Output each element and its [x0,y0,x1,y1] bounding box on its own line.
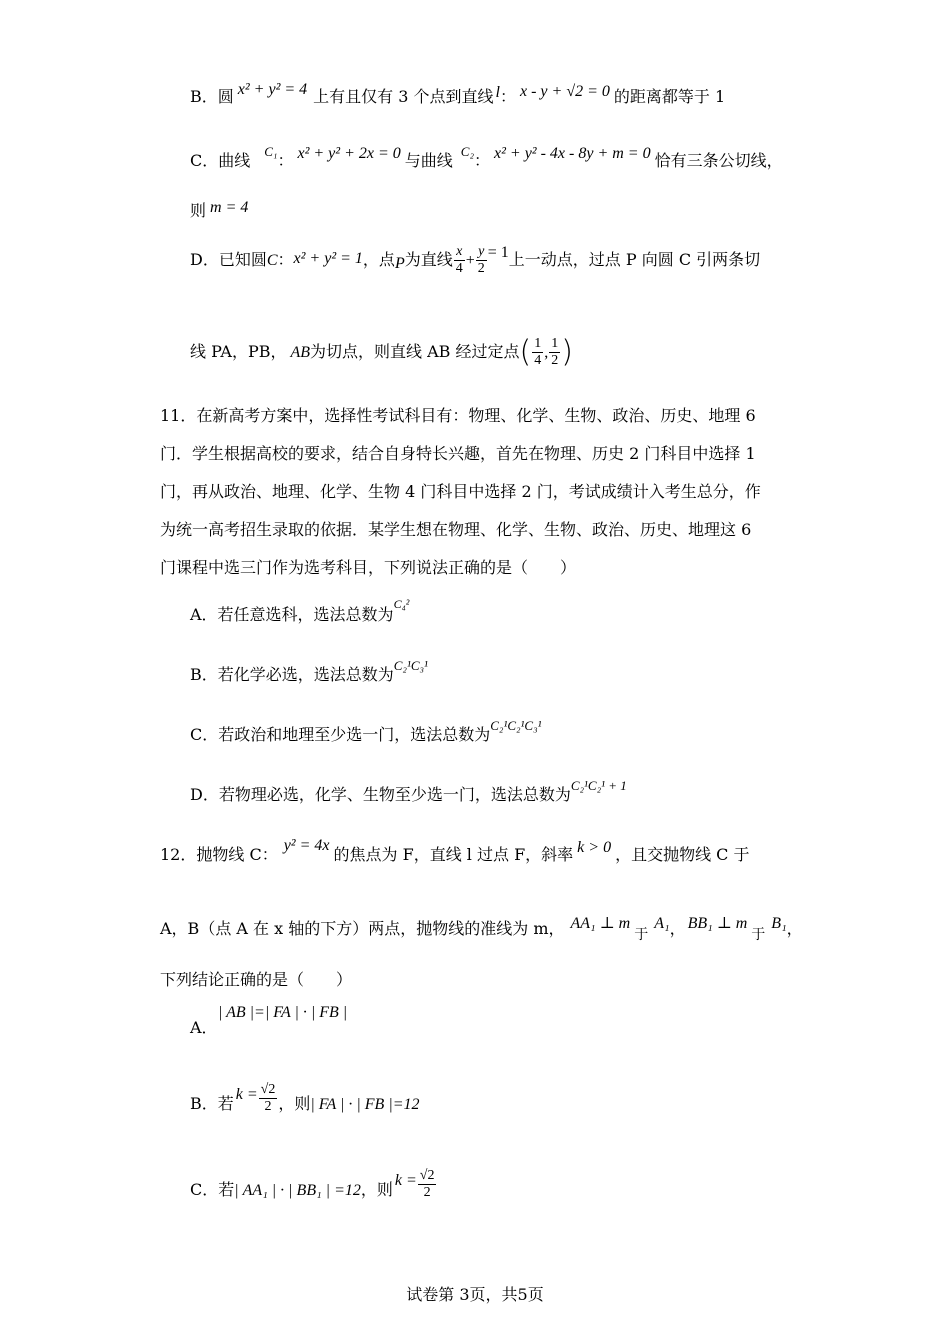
q12-option-a-formula [218,1001,347,1024]
question-text: A，B（点 A 在 x 轴的下方）两点，抛物线的准线为 m， [160,919,565,938]
combination-formula: C₂¹C₃¹ [393,658,428,673]
q11-line-1: 11．在新高考方案中，选择性考试科目有：物理、化学、生物、政治、历史、地理 6 [160,406,756,425]
q11-line-3: 门，再从政治、地理、化学、生物 4 门科目中选择 2 门，考试成绩计入考生总分，作 [160,482,761,501]
question-text: 于 [751,927,766,943]
comma: ， [669,919,686,938]
question-text: ，且交抛物线 C 于 [615,845,750,864]
m-value: m = 4 [210,199,249,216]
fraction-denominator: 2 [423,1185,431,1200]
perpendicular-bb1: BB₁ ⊥ m [687,915,748,932]
question-text: 于 [634,927,649,943]
curve-c2: C₂ [460,144,474,159]
option-text-end: 上一动点，过点 P 向圆 C 引两条切 [508,250,761,269]
colon: ： [277,151,294,170]
fraction-denominator: 2 [264,1099,272,1114]
q12-line-3: 下列结论正确的是（ ） [160,970,353,989]
fraction-numerator: 1 [551,336,559,351]
option-label: C．若 [190,1180,235,1199]
q10-option-d [190,244,760,277]
option-text: B．若化学必选，选法总数为 [190,665,394,684]
q10-option-b [190,81,726,109]
option-text: 为直线 [404,250,453,269]
circle-equation: x² + y² = 1 [293,250,363,267]
fraction-numerator: √2 [260,1082,276,1097]
colon: ： [277,250,294,269]
abs-product: | AA₁ | · | BB₁ | =12 [234,1182,361,1199]
q11-option-c [190,718,542,747]
line-l: l [495,84,500,101]
fraction-one-quarter [532,336,543,369]
question-text: 12．抛物线 C： [160,845,278,864]
q11-line-5: 门课程中选三门作为选考科目，下列说法正确的是（ ） [160,558,577,577]
q11-option-d [190,778,627,807]
curve-c1: C₁ [264,144,278,159]
q10-option-c [190,144,783,173]
segment-ab: AB [290,344,311,361]
parabola-equation: y² = 4x [283,837,330,854]
slope-k: k = [235,1086,258,1103]
option-label: D．已知圆 [190,250,267,269]
fraction-numerator: y [476,244,487,261]
q10-option-d-line2: 线 PA，PB， AB为切点，则直线 AB 经过定点( $\frac{1}{4}$ , $\frac{1}{2}$ ) [190,334,573,370]
plus-sign: + [465,252,475,269]
option-text: ，则 [278,1094,311,1113]
circle-equation: x² + y² = 4 [237,81,308,98]
option-text: 为切点，则直线 AB 经过定点 [310,342,520,361]
comma: ， [786,919,803,938]
curve-c2-equation: x² + y² - 4x - 8y + m = 0 [494,145,651,162]
fraction-sqrt2-over-2 [418,1168,437,1201]
option-text-end: 的距离都等于 1 [613,87,726,106]
option-text: 与曲线 [404,151,453,170]
slope-condition: k > 0 [577,839,612,856]
fraction-denominator: 4 [534,353,542,368]
q12-line-2 [160,915,803,943]
q11-line-2: 门．学生根据高校的要求，结合自身特长兴趣，首先在物理、历史 2 门科目中选择 1 [160,444,756,463]
fraction-one-half [549,336,560,369]
line-equation: x - y + √2 = 0 [519,83,610,100]
question-text: 的焦点为 F，直线 l 过点 F，斜率 [333,845,574,864]
point-p: P [394,255,405,272]
option-label: A． [190,1018,218,1037]
circle-c: C [266,252,278,269]
combination-formula: C₂¹C₂¹ + 1 [570,778,627,793]
q11-option-b [190,658,428,687]
point-b1: B₁ [771,915,787,932]
option-text: ，则 [360,1180,393,1199]
fraction-denominator: 2 [551,353,559,368]
fraction-numerator: √2 [419,1168,435,1183]
abs-formula: | AB |=| FA | · | FB | [218,1004,348,1021]
colon: ： [473,151,490,170]
option-label: B．若 [190,1094,234,1113]
option-text: 线 PA，PB， [190,342,287,361]
fraction-denominator: 2 [477,261,485,276]
abs-product: | FA | · | FB |=12 [310,1096,420,1113]
right-paren: ) [561,334,573,370]
option-label: C．曲线 [190,151,251,170]
combination-formula: C₄² [393,597,410,611]
fraction-x-over-4 [454,244,465,277]
left-paren: ( [519,334,532,370]
fraction-sqrt2-over-2 [259,1082,278,1115]
fraction-y-over-2 [476,244,487,277]
point-a1: A₁ [654,915,670,932]
fraction-denominator: 4 [455,261,463,276]
q11-line-4: 为统一高考招生录取的依据．某学生想在物理、化学、生物、政治、历史、地理这 6 [160,520,752,539]
option-text: A．若任意选科，选法总数为 [190,605,394,624]
option-text: 上有且仅有 3 个点到直线 [313,87,494,106]
fraction-numerator: 1 [534,336,542,351]
colon: ： [499,87,516,106]
option-text: D．若物理必选，化学、生物至少选一门，选法总数为 [190,785,571,804]
option-label: B．圆 [190,87,234,106]
curve-c1-equation: x² + y² + 2x = 0 [297,145,401,162]
q11-option-a [190,597,410,627]
fraction-numerator: x [454,244,465,261]
perpendicular-aa1: AA₁ ⊥ m [570,915,631,932]
q12-line-1 [160,837,750,867]
option-text: ，点 [362,250,395,269]
slope-k: k = [394,1172,417,1189]
q10-option-c-line2 [190,200,248,223]
option-text-end: 恰有三条公切线， [654,151,783,170]
q12-option-c [190,1168,437,1207]
combination-formula: C₂¹C₂¹C₃¹ [490,718,542,733]
page-footer: 试卷第 3页，共5页 [406,1285,544,1304]
option-text: 则 [190,201,207,220]
option-text: C．若政治和地理至少选一门，选法总数为 [190,725,491,744]
q12-option-b [190,1082,420,1121]
equals-one: = 1 [487,244,509,261]
q12-option-a [190,1017,218,1039]
